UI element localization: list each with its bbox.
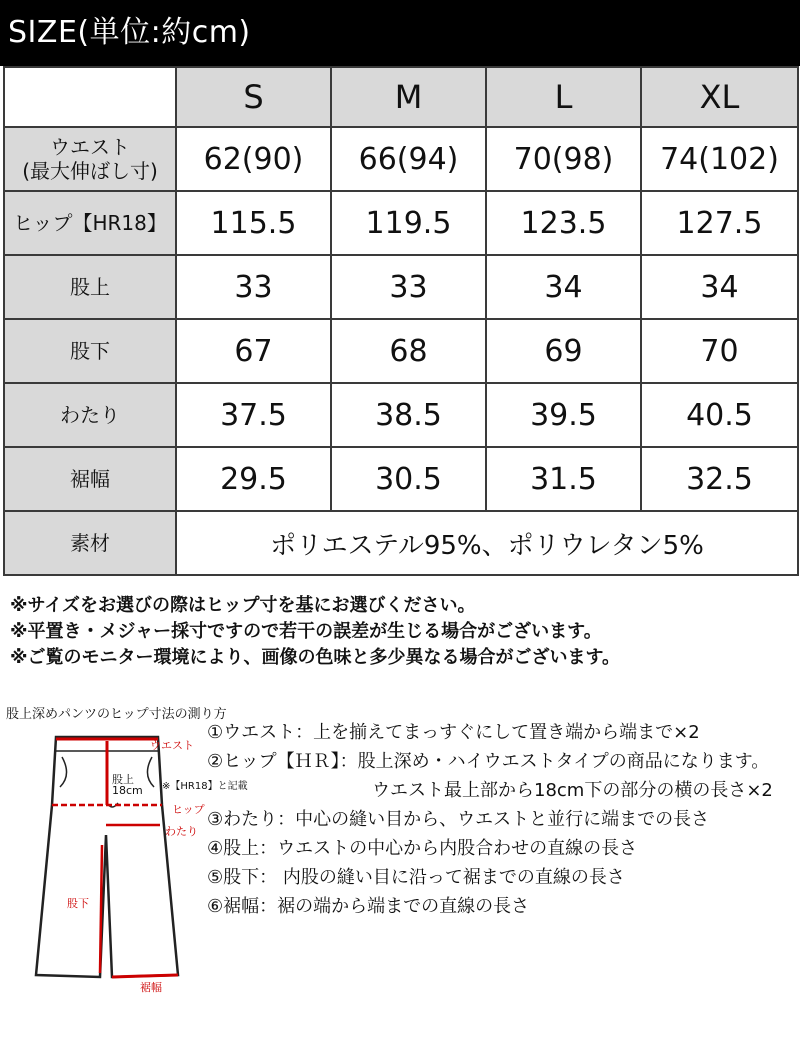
pants-illustration xyxy=(0,725,210,995)
legend-item: ④股上：ウエストの中心から内股合わせの直線の長さ xyxy=(207,838,638,859)
legend-item: ⑤股下： 内股の縫い目に沿って裾までの直線の長さ xyxy=(207,867,625,888)
diagram-label-waist: ウエスト xyxy=(150,739,194,752)
measurement-legend xyxy=(207,718,773,921)
size-header-row xyxy=(4,67,798,127)
table-cell: 37.5 xyxy=(176,383,331,447)
material-row xyxy=(4,511,798,575)
table-cell: 69 xyxy=(486,319,641,383)
size-table xyxy=(3,66,799,576)
table-cell: 29.5 xyxy=(176,447,331,511)
row-label-hem: 裾幅 xyxy=(4,447,176,511)
material-value: ポリエステル95%、ポリウレタン5% xyxy=(176,511,798,575)
diagram-label-hem: 裾幅 xyxy=(140,981,162,994)
pants-diagram xyxy=(0,725,248,995)
table-cell: 38.5 xyxy=(331,383,486,447)
diagram-label-rise: 股上 xyxy=(112,773,134,786)
table-cell: 39.5 xyxy=(486,383,641,447)
table-cell: 74(102) xyxy=(641,127,798,191)
table-cell: 31.5 xyxy=(486,447,641,511)
legend-item: ③わたり：中心の縫い目から、ウエストと並行に端までの長さ xyxy=(207,809,710,830)
howto-title: 股上深めパンツのヒップ寸法の測り方 xyxy=(6,707,227,722)
row-label-rise: 股上 xyxy=(4,255,176,319)
page-title: SIZE(単位:約cm) xyxy=(0,0,800,66)
row-label-thigh: わたり xyxy=(4,383,176,447)
table-cell: 123.5 xyxy=(486,191,641,255)
row-label-waist: ウエスト (最大伸ばし寸) xyxy=(4,127,176,191)
size-header-s: S xyxy=(176,67,331,127)
size-header-m: M xyxy=(331,67,486,127)
row-label-material: 素材 xyxy=(4,511,176,575)
header-blank-cell xyxy=(4,67,176,127)
diagram-label-inseam: 股下 xyxy=(67,897,89,910)
table-cell: 115.5 xyxy=(176,191,331,255)
table-cell: 62(90) xyxy=(176,127,331,191)
table-row xyxy=(4,191,798,255)
table-cell: 40.5 xyxy=(641,383,798,447)
table-cell: 70 xyxy=(641,319,798,383)
table-cell: 34 xyxy=(486,255,641,319)
notes xyxy=(10,593,620,671)
table-cell: 33 xyxy=(176,255,331,319)
table-cell: 70(98) xyxy=(486,127,641,191)
legend-item: ウエスト最上部から18cm下の部分の横の長さ×2 xyxy=(372,780,773,801)
legend-item: ①ウエスト：上を揃えてまっすぐにして置き端から端まで×2 xyxy=(207,722,700,743)
table-cell: 30.5 xyxy=(331,447,486,511)
table-row xyxy=(4,319,798,383)
note-line: ※平置き・メジャー採寸ですので若干の誤差が生じる場合がございます。 xyxy=(10,621,602,642)
table-cell: 66(94) xyxy=(331,127,486,191)
diagram-hr-note: ※【HR18】と記載 xyxy=(162,781,248,792)
table-row xyxy=(4,255,798,319)
row-label-hip: ヒップ【HR18】 xyxy=(4,191,176,255)
table-cell: 32.5 xyxy=(641,447,798,511)
table-row xyxy=(4,447,798,511)
legend-item: ⑥裾幅：裾の端から端までの直線の長さ xyxy=(207,896,530,917)
diagram-label-rise-cm: 18cm xyxy=(112,784,143,797)
diagram-label-thigh: わたり xyxy=(165,825,198,838)
note-line: ※サイズをお選びの際はヒップ寸を基にお選びください。 xyxy=(10,595,476,616)
diagram-label-hip: ヒップ xyxy=(172,803,205,816)
table-cell: 34 xyxy=(641,255,798,319)
note-line: ※ご覧のモニター環境により、画像の色味と多少異なる場合がございます。 xyxy=(10,647,621,668)
size-header-l: L xyxy=(486,67,641,127)
table-cell: 33 xyxy=(331,255,486,319)
table-row xyxy=(4,127,798,191)
table-cell: 67 xyxy=(176,319,331,383)
table-cell: 127.5 xyxy=(641,191,798,255)
table-cell: 68 xyxy=(331,319,486,383)
legend-item: ②ヒップ【ＨＲ】：股上深め・ハイウエストタイプの商品になります。 xyxy=(207,751,770,772)
table-cell: 119.5 xyxy=(331,191,486,255)
row-label-inseam: 股下 xyxy=(4,319,176,383)
size-header-xl: XL xyxy=(641,67,798,127)
table-row xyxy=(4,383,798,447)
